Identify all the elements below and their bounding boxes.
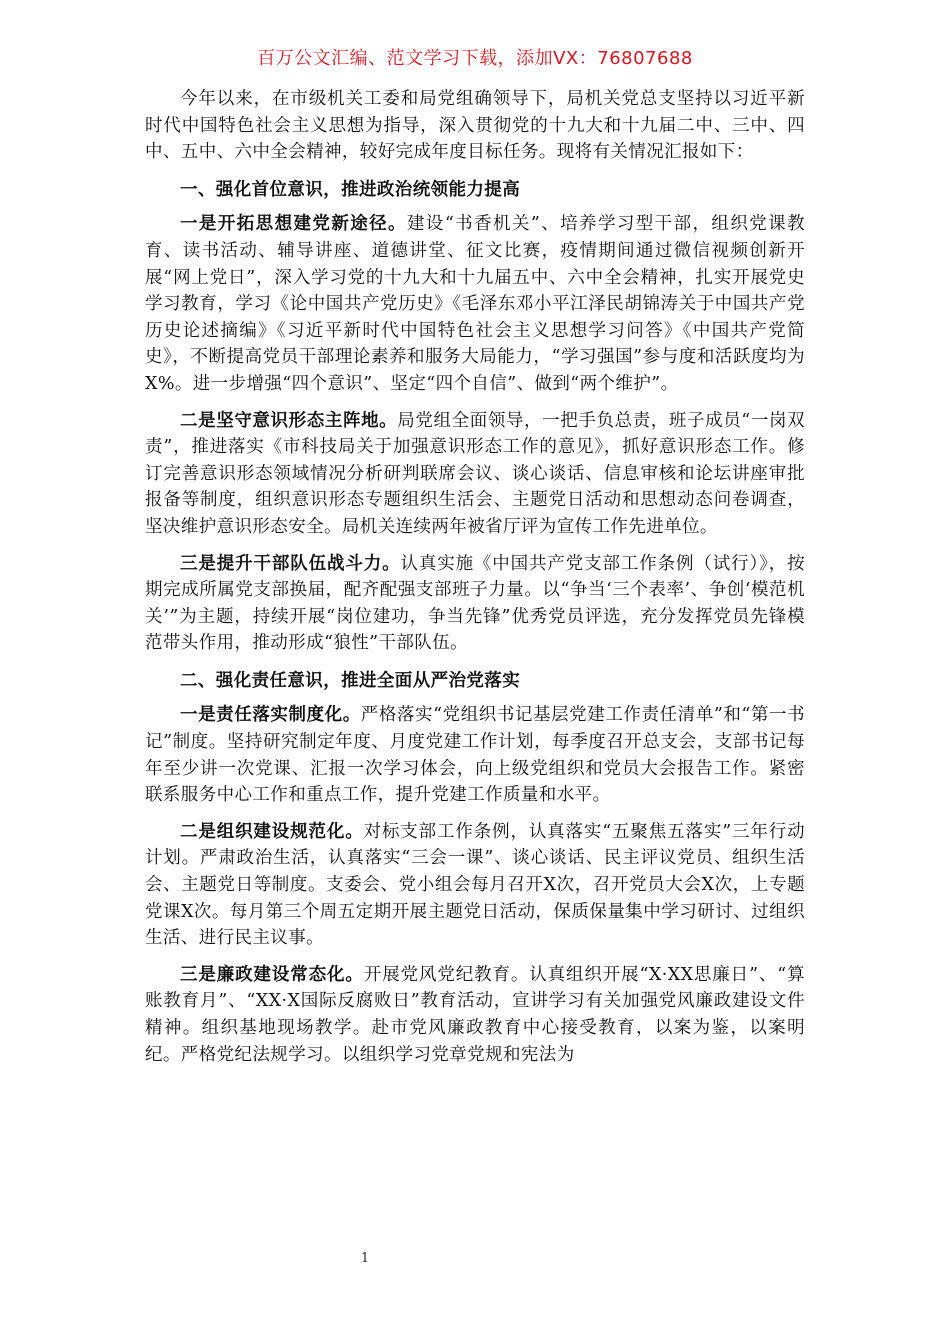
paragraph-text: 认真实施《中国共产党支部工作条例（试行）》，按期完成所属党支部换届，配齐配强支部班子力量。以“争当‘三个表率’、争创‘模范机关’”为主题，持续开展“岗位建功，争当先锋”优秀党员评选，充分发挥党员先锋模范带头作用，推动形成“狼性”干部队伍。: [145, 553, 805, 654]
paragraph-lead: 三是提升干部队伍战斗力。: [180, 553, 401, 574]
section-heading-2: 二、强化责任意识，推进全面从严治党落实: [180, 670, 521, 691]
body-paragraph: [145, 211, 805, 397]
section-heading-1: 一、强化首位意识，推进政治统领能力提高: [180, 179, 521, 200]
paragraph-lead: 三是廉政建设常态化。: [180, 964, 364, 985]
paragraph-text: 建设“书香机关”、培养学习型干部，组织党课教育、读书活动、辅导讲座、道德讲堂、征文比赛，疫情期间通过微信视频创新开展“网上党日”，深入学习党的十九大和十九届五中、六中全会精神，扎实开展党史学习教育，学习《论中国共产党历史》《毛泽东邓小平江泽民胡锦涛关于中国共产党历史论述摘编》《习近平新时代中国特色社会主义思想学习问答》《中国共产党简史》，不断提高党员干部理论素养和服务大局能力，“学习强国”参与度和活跃度均为X%。进一步增强“四个意识”、坚定“四个自信”、做到“两个维护”。: [145, 214, 805, 394]
body-paragraph: [145, 551, 805, 657]
download-banner: 百万公文汇编、范文学习下载，添加VX：76807688: [257, 48, 693, 69]
paragraph-text: 局党组全面领导，一把手负总责，班子成员“一岗双责”，推进落实《市科技局关于加强意识形态工作的意见》，抓好意识形态工作。修订完善意识形态领域情况分析研判联席会议、谈心谈话、信息审核和论坛讲座审批报备等制度，组织意识形态专题组织生活会、主题党日活动和思想动态问卷调查，坚决维护意识形态安全。局机关连续两年被省厅评为宣传工作先进单位。: [145, 410, 805, 537]
document-body: [145, 86, 805, 1068]
paragraph-text: 严格落实“党组织书记基层党建工作责任清单”和“第一书记”制度。坚持研究制定年度、月度党建工作计划，每季度召开总支会，支部书记每年至少讲一次党课、汇报一次学习体会，向上级党组织和党员大会报告工作。紧密联系服务中心工作和重点工作，提升党建工作质量和水平。: [145, 705, 805, 806]
body-paragraph: [145, 702, 805, 808]
body-paragraph: [145, 819, 805, 952]
page-number: 1: [360, 1251, 370, 1266]
paragraph-lead: 二是坚守意识形态主阵地。: [180, 410, 398, 431]
paragraph-lead: 二是组织建设规范化。: [180, 821, 364, 842]
paragraph-text: 开展党风党纪教育。认真组织开展“X·XX思廉日”、“算账教育月”、“XX·X国际反腐败日”教育活动，宣讲学习有关加强党风廉政建设文件精神。组织基地现场教学。赴市党风廉政教育中心接受教育，以案为鉴，以案明纪。严格党纪法规学习。以组织学习党章党规和宪法为: [145, 964, 806, 1065]
paragraph-text: 对标支部工作条例，认真落实“五聚焦五落实”三年行动计划。严肃政治生活，认真落实“三会一课”、谈心谈话、民主评议党员、组织生活会、主题党日等制度。支委会、党小组会每月召开X次，召开党员大会X次，上专题党课X次。每月第三个周五定期开展主题党日活动，保质保量集中学习研讨、过组织生活、进行民主议事。: [145, 821, 805, 949]
body-paragraph: [145, 962, 805, 1068]
paragraph-lead: 一是开拓思想建党新途径。: [180, 214, 407, 235]
paragraph-lead: 一是责任落实制度化。: [180, 705, 361, 726]
intro-paragraph: 今年以来，在市级机关工委和局党组确领导下，局机关党总支坚持以习近平新时代中国特色社会主义思想为指导，深入贯彻党的十九大和十九届二中、三中、四中、五中、六中全会精神，较好完成年度目标任务。现将有关情况汇报如下：: [145, 89, 805, 163]
body-paragraph: [145, 408, 805, 541]
